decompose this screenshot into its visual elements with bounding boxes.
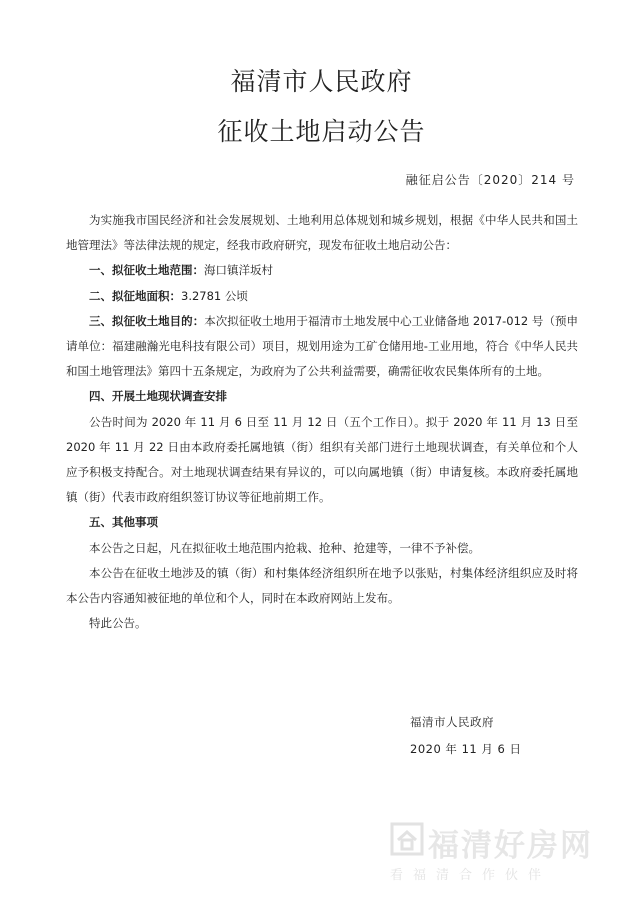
closing-line: 特此公告。 bbox=[89, 616, 147, 631]
section-3-text: 本次拟征收土地用于福清市土地发展中心工业储备地 2017-012 号（预申请单位：福建融瀚光电科技有限公司）项目，规划用途为工矿仓储用地-工业用地，符合《中华人民共和国土地管理法》第四十五条规定，为政府为了公共利益需要，确需征收农民集体所有的土地。 bbox=[66, 313, 578, 379]
section-3 bbox=[66, 309, 578, 385]
section-1 bbox=[66, 258, 578, 283]
document-title-line2: 征收土地启动公告 bbox=[217, 117, 426, 146]
house-logo-icon bbox=[390, 822, 424, 856]
document-number: 融征启公告〔2020〕214 号 bbox=[405, 173, 575, 187]
section-1-heading: 一、拟征收土地范围： bbox=[89, 263, 204, 278]
watermark-tagline: 看福清合作伙伴 bbox=[390, 868, 552, 883]
section-2-text: 3.2781 公顷 bbox=[181, 288, 248, 303]
section-5-text-2: 本公告在征收土地涉及的镇（街）和村集体经济组织所在地予以张贴，村集体经济组织应及时将本公告内容通知被征地的单位和个人，同时在本政府网站上发布。 bbox=[66, 565, 578, 606]
section-3-heading: 三、拟征收土地目的： bbox=[89, 313, 205, 328]
document-body bbox=[66, 208, 578, 636]
section-2 bbox=[66, 284, 578, 309]
section-4-heading: 四、开展土地现状调查安排 bbox=[89, 389, 227, 404]
document-title-line1: 福清市人民政府 bbox=[230, 67, 413, 96]
signature-org: 福清市人民政府 bbox=[410, 715, 494, 729]
section-5-text-1: 本公告之日起，凡在拟征收土地范围内抢栽、抢种、抢建等，一律不予补偿。 bbox=[89, 540, 480, 555]
section-1-text: 海口镇洋坂村 bbox=[204, 263, 273, 278]
intro-paragraph: 为实施我市国民经济和社会发展规划、土地利用总体规划和城乡规划，根据《中华人民共和国土地管理法》等法律法规的规定，经我市政府研究，现发布征收土地启动公告： bbox=[66, 213, 578, 253]
section-2-heading: 二、拟征地面积： bbox=[89, 288, 181, 303]
watermark bbox=[390, 818, 630, 888]
signature-date: 2020 年 11 月 6 日 bbox=[410, 742, 522, 756]
section-4-text: 公告时间为 2020 年 11 月 6 日至 11 月 12 日（五个工作日）。拟于 2020 年 11 月 13 日至 2020 年 11 月 22 日由本政府委托属地镇（街）组织有关部门进行土地现状调查，有关单位和个人应予积极支持配合。对土地现状调查结果有异议的，可以向属地镇（街）申请复核。本政府委托属地镇（街）代表市政府组织签订协议等征地前期工作。 bbox=[66, 414, 578, 505]
watermark-name: 福清好房网 bbox=[428, 828, 593, 864]
section-5-heading: 五、其他事项 bbox=[89, 515, 158, 530]
